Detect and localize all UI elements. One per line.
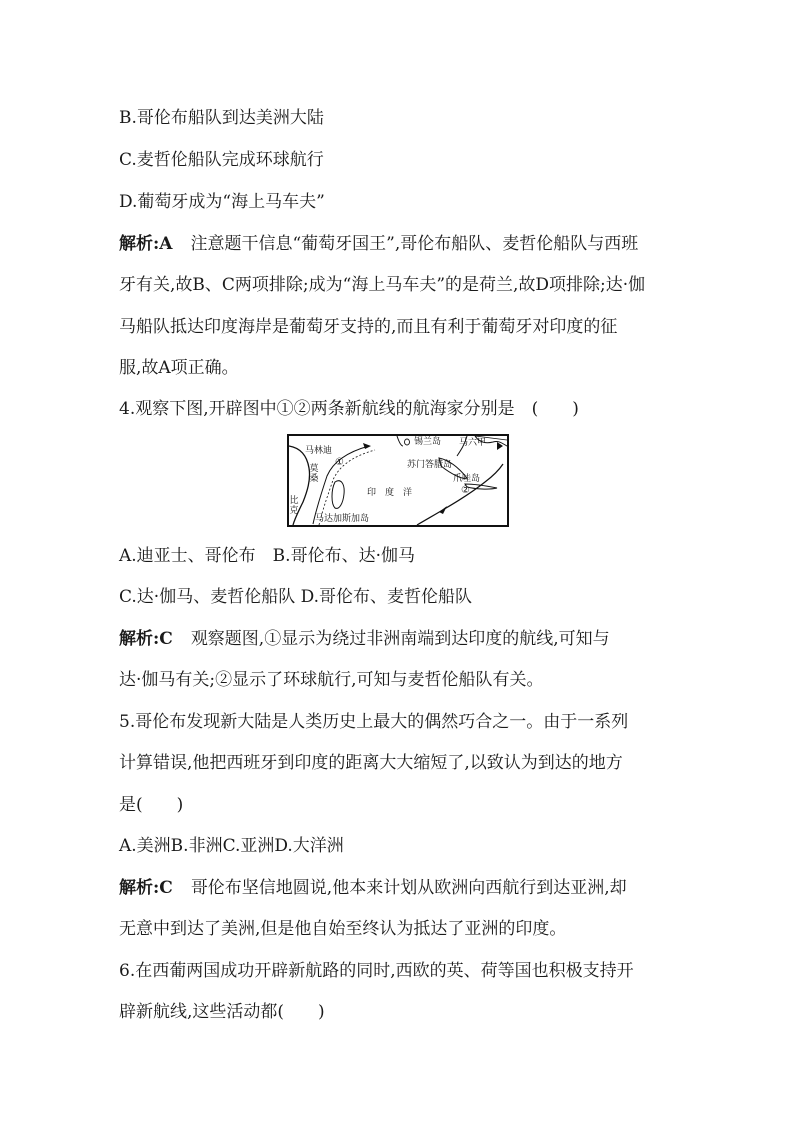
q3-option-c: C.麦哲伦船队完成环球航行 [119, 150, 324, 170]
q5-stem-line-2: 计算错误,他把西班牙到印度的距离大大缩短了,以致认为到达的地方 [119, 753, 623, 773]
q5-options: A.美洲B.非洲C.亚洲D.大洋洲 [119, 836, 344, 856]
q5-analysis-line-2: 无意中到达了美洲,但是他自始至终认为抵达了亚洲的印度。 [119, 919, 567, 939]
q4-options-cd: C.达·伽马、麦哲伦船队 D.哥伦布、麦哲伦船队 [119, 587, 473, 607]
q3-option-d: D.葡萄牙成为“海上马车夫” [119, 192, 325, 212]
map-label-route-2: ② [461, 485, 470, 496]
map-label-ceylon: 锡兰岛 [414, 437, 442, 447]
q3-analysis-line-4: 服,故A项正确。 [119, 358, 239, 378]
route-map [287, 434, 509, 527]
q4-stem: 4.观察下图,开辟图中①②两条新航线的航海家分别是 ( ) [119, 399, 579, 419]
q3-analysis-line-3: 马船队抵达印度海岸是葡萄牙支持的,而且有利于葡萄牙对印度的征 [119, 317, 618, 337]
map-label-mozambique: 莫桑 [309, 464, 319, 484]
map-label-sumatra: 苏门答腊岛 [407, 460, 453, 470]
map-label-madagascar: 马达加斯加岛 [315, 514, 370, 524]
map-label-beach: 比克 [289, 496, 299, 516]
analysis-text: 观察题图,①显示为绕过非洲南端到达印度的航线,可知与 [190, 629, 610, 649]
analysis-label: 解析:C [119, 629, 173, 649]
analysis-text: 哥伦布坚信地圆说,他本来计划从欧洲向西航行到达亚洲,却 [190, 878, 627, 898]
q5-stem-line-1: 5.哥伦布发现新大陆是人类历史上最大的偶然巧合之一。由于一系列 [119, 712, 629, 732]
map-label-malindi: 马林迪 [305, 446, 333, 456]
map-label-indian-ocean: 印 度 洋 [367, 488, 413, 498]
q3-analysis-line-2: 牙有关,故B、C两项排除;成为“海上马车夫”的是荷兰,故D项排除;达·伽 [119, 275, 646, 295]
q6-stem-line-1: 6.在西葡两国成功开辟新航路的同时,西欧的英、荷等国也积极支持开 [119, 961, 634, 981]
q5-analysis-line-1 [119, 876, 679, 900]
q3-analysis-line-1 [119, 232, 679, 256]
map-label-java: 爪哇岛 [453, 474, 481, 484]
q3-option-b: B.哥伦布船队到达美洲大陆 [119, 108, 324, 128]
q6-stem-line-2: 辟新航线,这些活动都( ) [119, 1002, 325, 1022]
analysis-label: 解析:C [119, 878, 173, 898]
analysis-text: 注意题干信息“葡萄牙国王”,哥伦布船队、麦哲伦船队与西班 [190, 234, 639, 254]
q5-stem-line-3: 是( ) [119, 795, 184, 815]
map-label-malacca: 马六甲 [459, 438, 487, 448]
q4-options-ab: A.迪亚士、哥伦布 B.哥伦布、达·伽马 [119, 546, 415, 566]
analysis-label: 解析:A [119, 234, 173, 254]
q4-analysis-line-1 [119, 627, 679, 651]
q4-analysis-line-2: 达·伽马有关;②显示了环球航行,可知与麦哲伦船队有关。 [119, 670, 544, 690]
map-label-route-1: ① [335, 457, 344, 468]
